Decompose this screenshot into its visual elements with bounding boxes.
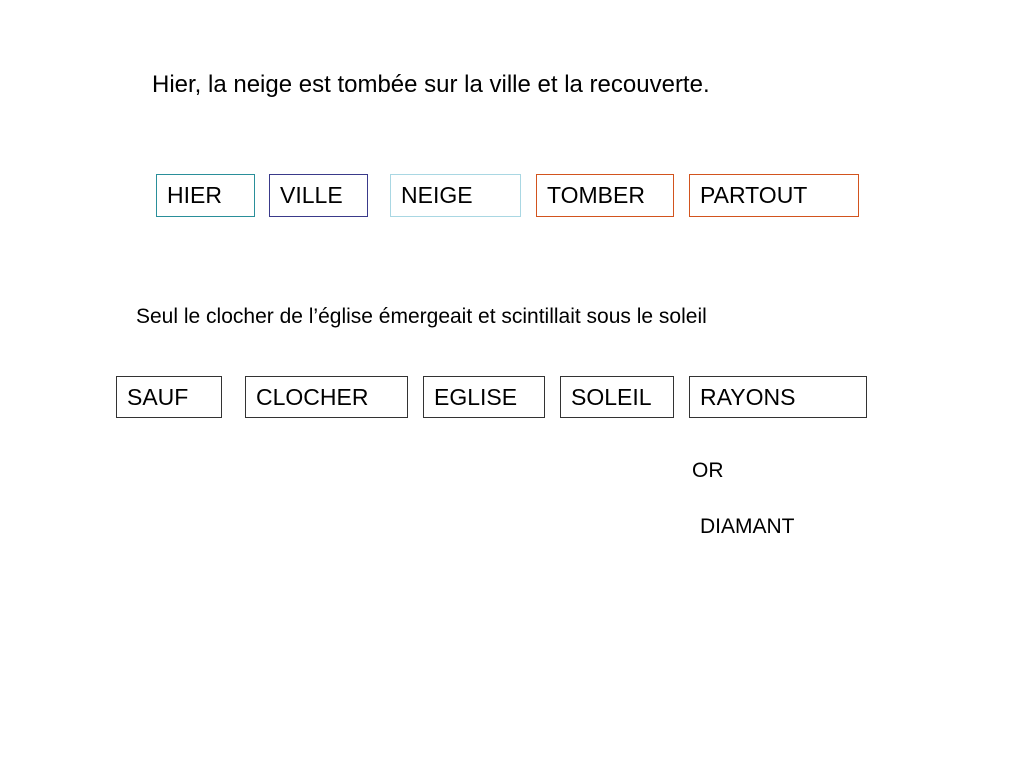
sentence-1: Hier, la neige est tombée sur la ville et la recouverte.	[152, 71, 710, 98]
word-box-neige: NEIGE	[390, 174, 521, 217]
word-box-sauf: SAUF	[116, 376, 222, 418]
word-or: OR	[692, 459, 724, 482]
word-box-hier: HIER	[156, 174, 255, 217]
word-box-ville: VILLE	[269, 174, 368, 217]
sentence-2: Seul le clocher de l’église émergeait et scintillait sous le soleil	[136, 305, 707, 328]
word-box-soleil: SOLEIL	[560, 376, 674, 418]
word-box-eglise: EGLISE	[423, 376, 545, 418]
word-box-partout: PARTOUT	[689, 174, 859, 217]
word-box-clocher: CLOCHER	[245, 376, 408, 418]
word-diamant: DIAMANT	[700, 515, 795, 538]
word-box-tomber: TOMBER	[536, 174, 674, 217]
word-box-rayons: RAYONS	[689, 376, 867, 418]
